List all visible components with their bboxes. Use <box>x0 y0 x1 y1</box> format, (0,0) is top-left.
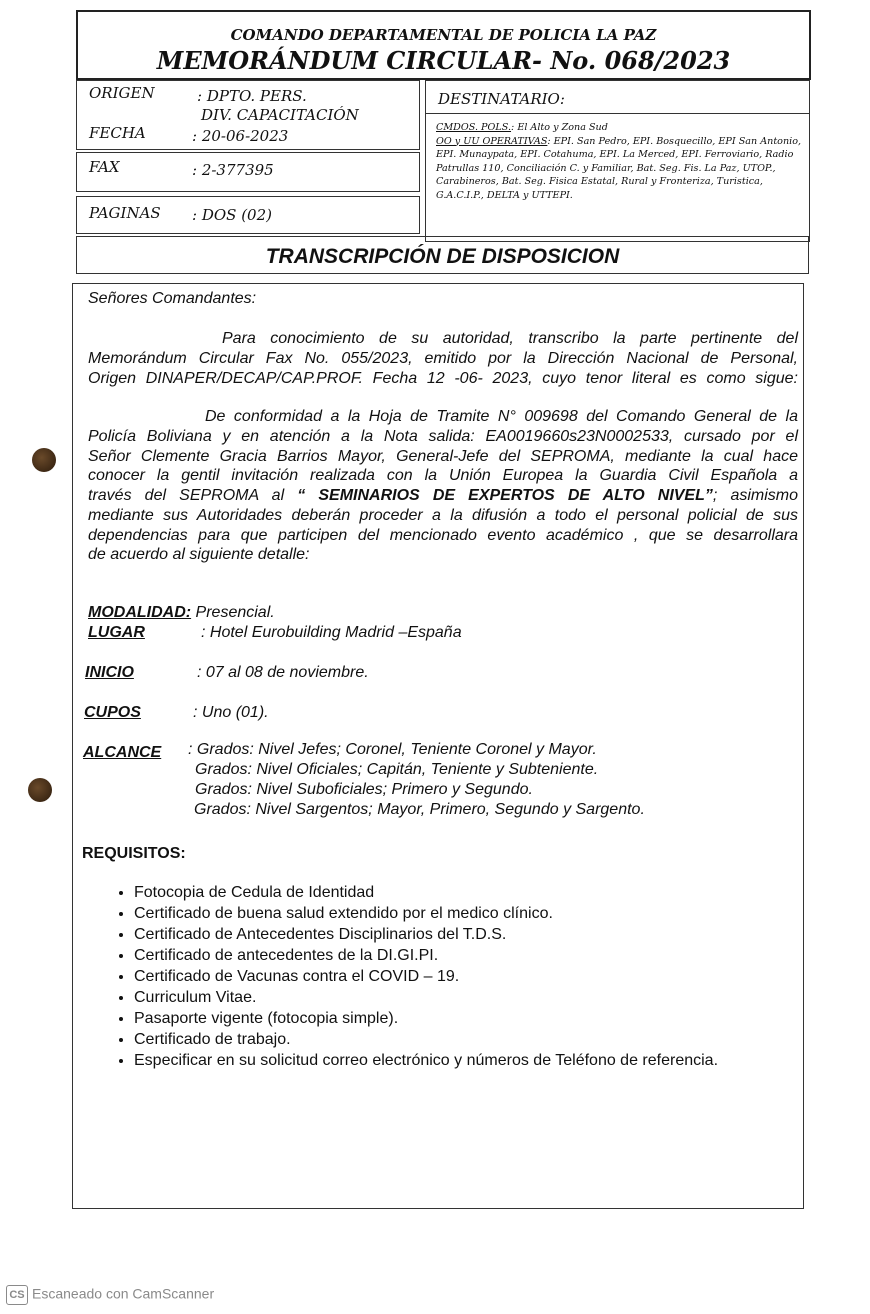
section-title: TRANSCRIPCIÓN DE DISPOSICION <box>265 245 620 268</box>
alcance-label: ALCANCE <box>83 744 162 761</box>
paragraph-2-last-line: de acuerdo al siguiente detalle: <box>88 546 310 563</box>
lugar-value: : Hotel Eurobuilding Madrid –España <box>201 624 462 641</box>
inicio-value: : 07 al 08 de noviembre. <box>197 664 369 681</box>
origen-value-1: : DPTO. PERS. <box>197 87 307 105</box>
alcance-line: : Grados: Nivel Jefes; Coronel, Teniente Coronel y Mayor. <box>188 741 597 758</box>
cmdos-value: : El Alto y Zona Sud <box>511 122 608 133</box>
requisitos-list <box>104 882 718 1071</box>
destinatario-text <box>436 121 806 202</box>
fax-label: FAX <box>89 158 120 176</box>
cupos-value: : Uno (01). <box>193 704 269 721</box>
paragraph-2-line: mediante sus Autoridades deberán proceder a la difusión a todo el personal policial de sus <box>88 507 798 524</box>
paragraph-1-line: Memorándum Circular Fax No. 055/2023, emitido por la Dirección Nacional de Personal, <box>88 350 798 367</box>
destinatario-line: EPI. Munaypata, EPI. Cotahuma, EPI. La Merced, EPI. Ferroviario, Radio <box>436 149 794 160</box>
destinatario-line: Patrullas 110, Conciliación C. y Familiar, Bat. Seg. Fis. La Paz, UTOP., <box>436 162 776 174</box>
paginas-value: : DOS (02) <box>192 206 272 224</box>
watermark-text: Escaneado con CamScanner <box>32 1285 215 1302</box>
list-item: • Certificado de trabajo. <box>134 1029 718 1050</box>
header-institution: COMANDO DEPARTAMENTAL DE POLICIA LA PAZ <box>230 26 657 44</box>
list-item: • Pasaporte vigente (fotocopia simple). <box>134 1008 718 1029</box>
fax-value: : 2-377395 <box>192 161 274 179</box>
list-item: • Certificado de Vacunas contra el COVID – 19. <box>134 966 718 987</box>
greeting: Señores Comandantes: <box>88 290 257 307</box>
inicio-label: INICIO <box>85 664 134 681</box>
requisitos-title: REQUISITOS: <box>82 845 186 862</box>
origen-value-2: DIV. CAPACITACIÓN <box>201 106 359 124</box>
paragraph-1-line: Para conocimiento de su autoridad, transcribo la parte pertinente del <box>222 330 798 347</box>
list-item: • Certificado de Antecedentes Disciplinarios del T.D.S. <box>134 924 718 945</box>
paragraph-2-line: De conformidad a la Hoja de Tramite N° 009698 del Comando General de la <box>205 408 798 425</box>
lugar-label: LUGAR <box>88 624 145 641</box>
fecha-label: FECHA <box>89 124 146 142</box>
oo-label: OO y UU OPERATIVAS <box>436 135 548 147</box>
oo-value: : EPI. San Pedro, EPI. Bosquecillo, EPI San Antonio, <box>547 135 802 147</box>
paragraph-2-text: través del SEPROMA al <box>88 487 285 504</box>
list-item: • Certificado de antecedentes de la DI.GI.PI. <box>134 945 718 966</box>
fecha-value: : 20-06-2023 <box>192 127 289 145</box>
paragraph-2-line: Policía Boliviana y en atención a la Nota salida: EA0019660s23N0002533, cursado por el <box>88 428 798 445</box>
list-item: • Certificado de buena salud extendido por el medico clínico. <box>134 903 718 924</box>
list-item: • Curriculum Vitae. <box>134 987 718 1008</box>
paginas-label: PAGINAS <box>89 204 161 222</box>
modalidad-row <box>88 604 275 622</box>
punch-hole-bottom <box>28 778 52 802</box>
header-memo-number: MEMORÁNDUM CIRCULAR- No. 068/2023 <box>156 46 731 75</box>
event-name: “ SEMINARIOS DE EXPERTOS DE ALTO NIVEL” <box>297 487 713 504</box>
paragraph-1-line: Origen DINAPER/DECAP/CAP.PROF. Fecha 12 -06- 2023, cuyo tenor literal es como sigue: <box>88 370 798 387</box>
camscanner-logo-icon: CS <box>6 1285 28 1305</box>
destinatario-label: DESTINATARIO: <box>438 90 565 108</box>
paragraph-2-line: conocer la gentil invitación realizada con la Unión Europea la Guardia Civil Española a <box>88 467 798 484</box>
alcance-line: Grados: Nivel Sargentos; Mayor, Primero, Segundo y Sargento. <box>194 801 645 818</box>
paragraph-2-line-event <box>88 487 798 505</box>
paragraph-2-text: ; asimismo <box>712 487 799 504</box>
cmdos-label: CMDOS. POLS. <box>436 122 512 133</box>
cupos-label: CUPOS <box>84 704 141 721</box>
modalidad-value: Presencial. <box>195 604 275 621</box>
paragraph-2-line: dependencias para que participen del mencionado evento académico , que se desarrollara <box>88 527 798 544</box>
memo-header <box>76 10 811 80</box>
list-item: • Fotocopia de Cedula de Identidad <box>134 882 718 903</box>
alcance-line: Grados: Nivel Oficiales; Capitán, Teniente y Subteniente. <box>195 761 599 778</box>
origen-label: ORIGEN <box>89 84 155 102</box>
alcance-line: Grados: Nivel Suboficiales; Primero y Segundo. <box>195 781 533 798</box>
destinatario-line: G.A.C.I.P., DELTA y UTTEPI. <box>436 189 573 201</box>
modalidad-label: MODALIDAD: <box>88 604 192 621</box>
destinatario-line: Carabineros, Bat. Seg. Fisica Estatal, Rural y Fronteriza, Turistica, <box>436 176 763 187</box>
destinatario-divider <box>425 113 810 114</box>
list-item: • Especificar en su solicitud correo electrónico y números de Teléfono de referencia. <box>134 1050 718 1071</box>
camscanner-watermark <box>6 1285 214 1305</box>
section-title-box <box>76 236 809 274</box>
paragraph-2-line: Señor Clemente Gracia Barrios Mayor, General-Jefe del SEPROMA, mediante la cual hace <box>88 448 798 465</box>
punch-hole-top <box>32 448 56 472</box>
